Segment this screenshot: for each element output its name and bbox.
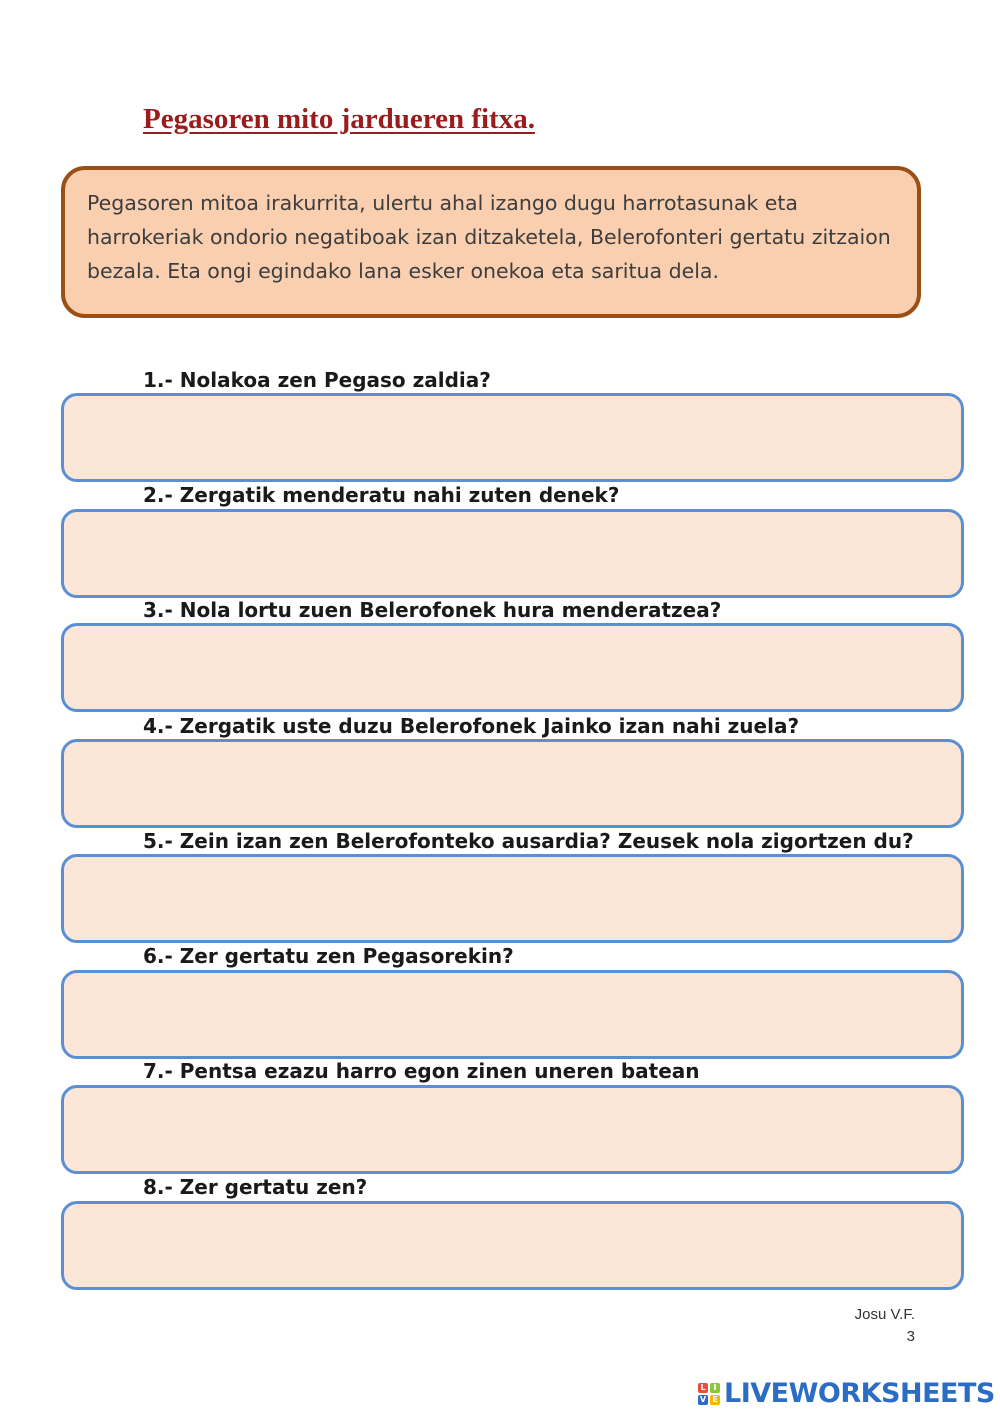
answer-box-5[interactable] — [61, 854, 964, 943]
intro-text: Pegasoren mitoa irakurrita, ulertu ahal izango dugu harrotasunak eta harrokeriak ondorio negatiboak izan ditzaketela, Belerofonteri gertatu zitzaion bezala. Eta ongi egindako lana esker onekoa eta saritua dela. — [87, 191, 891, 283]
answer-box-4[interactable] — [61, 739, 964, 828]
answer-input-6[interactable] — [64, 973, 961, 1056]
answer-input-3[interactable] — [64, 626, 961, 709]
logo-icon — [698, 1383, 720, 1405]
footer — [855, 1304, 915, 1348]
answer-input-8[interactable] — [64, 1204, 961, 1287]
answer-box-6[interactable] — [61, 970, 964, 1059]
answer-input-2[interactable] — [64, 512, 961, 595]
answer-box-2[interactable] — [61, 509, 964, 598]
question-5: 5.- Zein izan zen Belerofonteko ausardia? Zeusek nola zigortzen du? — [143, 829, 914, 853]
liveworksheets-logo — [698, 1378, 995, 1409]
question-6: 6.- Zer gertatu zen Pegasorekin? — [143, 944, 514, 968]
intro-box — [61, 166, 921, 318]
question-4: 4.- Zergatik uste duzu Belerofonek Jainko izan nahi zuela? — [143, 714, 800, 738]
logo-letter: L — [698, 1383, 708, 1393]
answer-box-8[interactable] — [61, 1201, 964, 1290]
answer-input-1[interactable] — [64, 396, 961, 479]
logo-text: LIVEWORKSHEETS — [724, 1378, 995, 1409]
page-number: 3 — [906, 1328, 915, 1345]
answer-input-7[interactable] — [64, 1088, 961, 1171]
answer-input-4[interactable] — [64, 742, 961, 825]
question-1: 1.- Nolakoa zen Pegaso zaldia? — [143, 368, 491, 392]
logo-letter: V — [699, 1395, 707, 1404]
logo-letter: E — [710, 1395, 720, 1405]
question-3: 3.- Nola lortu zuen Belerofonek hura menderatzea? — [143, 598, 722, 622]
author-name: Josu V.F. — [854, 1306, 915, 1323]
question-8: 8.- Zer gertatu zen? — [143, 1175, 368, 1199]
answer-box-7[interactable] — [61, 1085, 964, 1174]
page-title: Pegasoren mito jardueren fitxa. — [143, 103, 535, 135]
answer-input-5[interactable] — [64, 857, 961, 940]
answer-box-3[interactable] — [61, 623, 964, 712]
answer-box-1[interactable] — [61, 393, 964, 482]
question-7: 7.- Pentsa ezazu harro egon zinen uneren batean — [143, 1059, 700, 1083]
logo-letter: I — [710, 1383, 720, 1393]
question-2: 2.- Zergatik menderatu nahi zuten denek? — [143, 483, 620, 507]
